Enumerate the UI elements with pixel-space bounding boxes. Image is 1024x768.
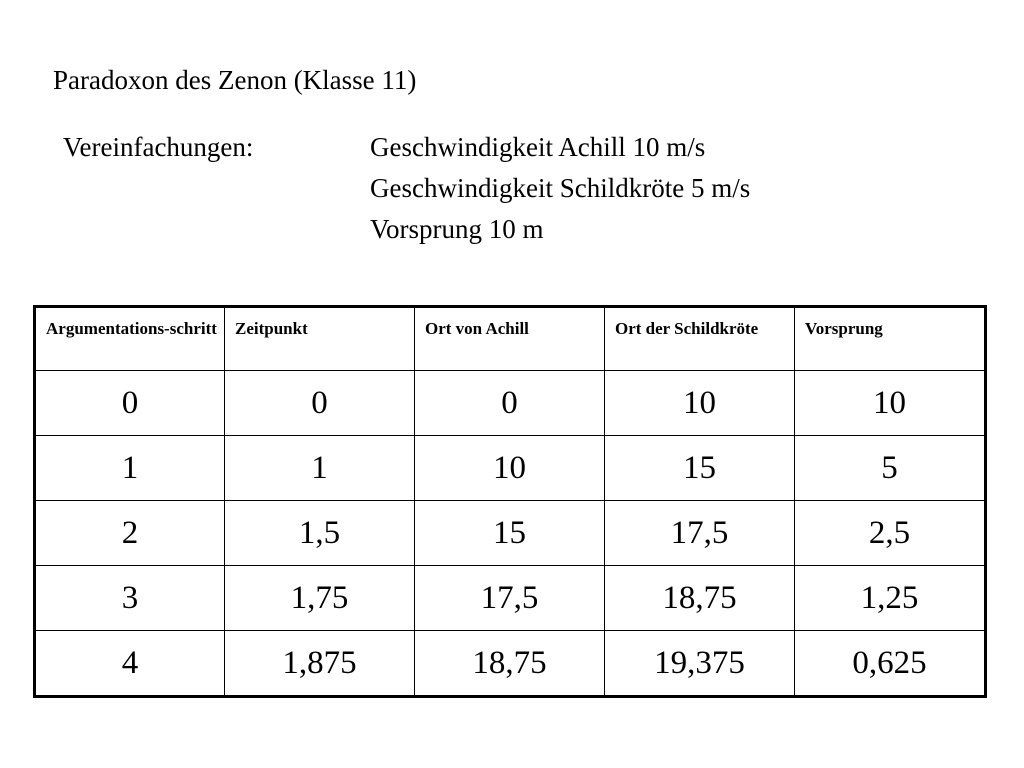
table-cell: 3: [35, 566, 225, 631]
table-cell: 18,75: [605, 566, 795, 631]
table-cell: 15: [605, 436, 795, 501]
table-cell: 0: [415, 371, 605, 436]
table-cell: 19,375: [605, 631, 795, 697]
table-cell: 0: [225, 371, 415, 436]
table-cell: 1,5: [225, 501, 415, 566]
simplification-item-head-start: Vorsprung 10 m: [370, 214, 544, 244]
table-cell: 15: [415, 501, 605, 566]
table-cell: 5: [795, 436, 986, 501]
table-cell: 17,5: [605, 501, 795, 566]
table-cell: 2: [35, 501, 225, 566]
table-cell: 10: [605, 371, 795, 436]
table-cell: 10: [415, 436, 605, 501]
zenon-table: [33, 305, 987, 698]
header-head-start: Vorsprung: [795, 307, 986, 371]
simplifications-label: Vereinfachungen:: [63, 132, 254, 162]
table-cell: 18,75: [415, 631, 605, 697]
table-header: [35, 307, 986, 371]
table-row: [35, 631, 986, 697]
header-time: Zeitpunkt: [225, 307, 415, 371]
header-argument-step: Argumentations-schritt: [35, 307, 225, 371]
table-cell: 4: [35, 631, 225, 697]
header-position-tortoise: Ort der Schildkröte: [605, 307, 795, 371]
table-cell: 17,5: [415, 566, 605, 631]
page-title: Paradoxon des Zenon (Klasse 11): [53, 65, 417, 95]
table-cell: 1: [225, 436, 415, 501]
table-cell: 0,625: [795, 631, 986, 697]
table-row: [35, 371, 986, 436]
simplification-item-speed-tortoise: Geschwindigkeit Schildkröte 5 m/s: [370, 173, 751, 203]
simplifications-list: [370, 127, 750, 250]
table-body: [35, 371, 986, 697]
header-position-achill: Ort von Achill: [415, 307, 605, 371]
table-cell: 10: [795, 371, 986, 436]
table-row: [35, 436, 986, 501]
table-cell: 0: [35, 371, 225, 436]
table-row: [35, 501, 986, 566]
table-header-row: [35, 307, 986, 371]
table-cell: 1: [35, 436, 225, 501]
table-cell: 1,25: [795, 566, 986, 631]
simplification-item-speed-achill: Geschwindigkeit Achill 10 m/s: [370, 132, 706, 162]
table-cell: 1,75: [225, 566, 415, 631]
table-cell: 1,875: [225, 631, 415, 697]
table-cell: 2,5: [795, 501, 986, 566]
table-row: [35, 566, 986, 631]
